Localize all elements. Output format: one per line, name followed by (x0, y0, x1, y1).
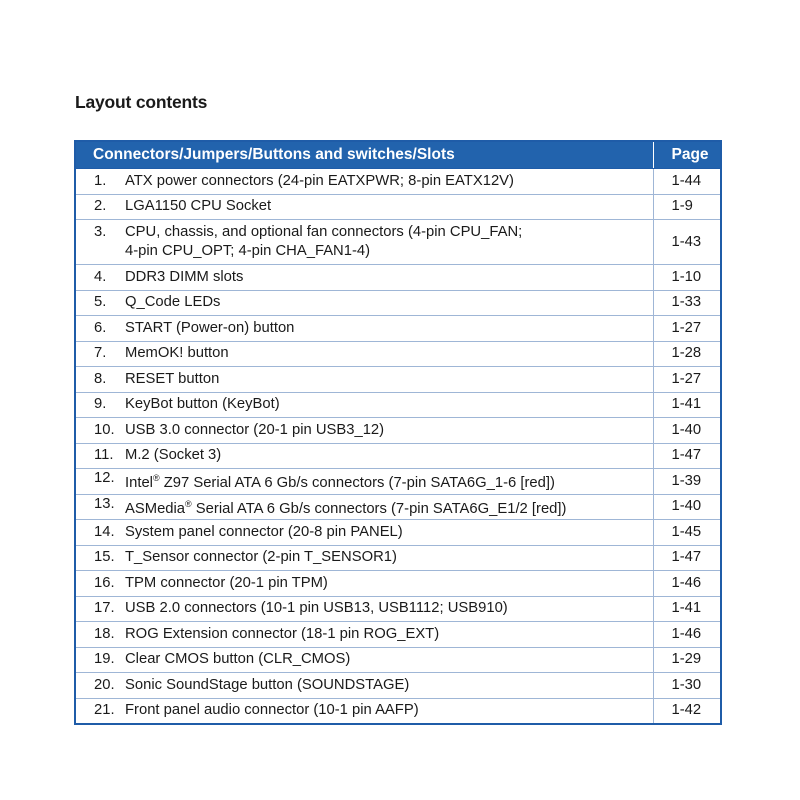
table-row (76, 596, 720, 622)
row-number: 1. (94, 172, 107, 189)
table-row (76, 698, 720, 723)
row-page: 1-40 (653, 418, 720, 444)
row-page: 1-45 (653, 520, 720, 546)
row-text: KeyBot button (KeyBot) (125, 396, 280, 413)
row-description (76, 265, 653, 291)
row-number: 17. (94, 600, 115, 617)
row-text (125, 495, 566, 519)
row-page: 1-46 (653, 571, 720, 597)
row-text (125, 469, 555, 493)
table-row (76, 367, 720, 393)
row-number: 11. (94, 447, 114, 464)
row-number: 8. (94, 370, 107, 387)
header-page: Page (653, 142, 720, 169)
table-row (76, 290, 720, 316)
row-description (76, 596, 653, 622)
row-text: RESET button (125, 370, 220, 387)
row-description (76, 341, 653, 367)
row-text: System panel connector (20-8 pin PANEL) (125, 523, 403, 540)
row-number: 10. (94, 421, 115, 438)
row-description (76, 220, 653, 265)
table-row (76, 520, 720, 546)
table-row (76, 341, 720, 367)
row-page: 1-27 (653, 316, 720, 342)
table-row (76, 194, 720, 220)
table-row (76, 220, 720, 265)
row-text: Front panel audio connector (10-1 pin AAFP) (125, 702, 419, 719)
row-number: 12. (94, 470, 115, 487)
row-number: 4. (94, 268, 107, 285)
row-text: USB 2.0 connectors (10-1 pin USB13, USB1112; USB910) (125, 600, 508, 617)
row-page: 1-47 (653, 545, 720, 571)
row-text: USB 3.0 connector (20-1 pin USB3_12) (125, 421, 385, 438)
table-header-row (76, 142, 720, 169)
row-number: 14. (94, 523, 115, 540)
row-text: START (Power-on) button (125, 319, 295, 336)
row-page: 1-30 (653, 673, 720, 699)
row-text: M.2 (Socket 3) (125, 447, 222, 464)
row-text-rest: Z97 Serial ATA 6 Gb/s connectors (7-pin SATA6G_1-6 [red]) (159, 475, 555, 492)
row-description (76, 520, 653, 546)
page-heading: Layout contents (75, 92, 208, 112)
row-number: 5. (94, 294, 107, 311)
row-text: DDR3 DIMM slots (125, 268, 244, 285)
row-page: 1-39 (653, 469, 720, 495)
row-text: T_Sensor connector (2-pin T_SENSOR1) (125, 549, 397, 566)
row-description (76, 443, 653, 469)
row-text: Sonic SoundStage button (SOUNDSTAGE) (125, 676, 410, 693)
row-page: 1-46 (653, 622, 720, 648)
table-row (76, 169, 720, 195)
row-description (76, 494, 653, 520)
layout-contents-table (74, 140, 722, 725)
row-page: 1-28 (653, 341, 720, 367)
row-number: 18. (94, 625, 115, 642)
table-row (76, 316, 720, 342)
row-page: 1-47 (653, 443, 720, 469)
row-number: 3. (94, 224, 107, 240)
table-row (76, 647, 720, 673)
row-description (76, 673, 653, 699)
row-description (76, 392, 653, 418)
table-row (76, 494, 720, 520)
registered-mark: ® (185, 498, 192, 509)
row-page: 1-42 (671, 702, 702, 719)
row-page: 1-43 (653, 220, 720, 265)
row-text-multiline (125, 223, 522, 261)
row-page: 1-9 (653, 194, 720, 220)
table-row (76, 469, 720, 495)
table-row (76, 392, 720, 418)
row-number: 15. (94, 549, 115, 566)
row-description (76, 545, 653, 571)
row-number: 19. (94, 651, 115, 668)
row-description (76, 194, 653, 220)
header-description: Connectors/Jumpers/Buttons and switches/Slots (76, 142, 653, 169)
row-description (76, 622, 653, 648)
row-description (76, 647, 653, 673)
row-page: 1-27 (653, 367, 720, 393)
table-row (76, 622, 720, 648)
table-row (76, 265, 720, 291)
row-text-rest: Serial ATA 6 Gb/s connectors (7-pin SATA6G_E1/2 [red]) (191, 500, 567, 517)
row-text: ATX power connectors (24-pin EATXPWR; 8-pin EATX12V) (125, 172, 514, 189)
row-text-line-1: CPU, chassis, and optional fan connectors (4-pin CPU_FAN; (125, 224, 523, 240)
row-text-brand: ASMedia (125, 500, 186, 517)
registered-mark: ® (152, 473, 160, 484)
row-description (76, 418, 653, 444)
table-row (76, 571, 720, 597)
row-number: 9. (94, 396, 107, 413)
row-description (76, 367, 653, 393)
row-page: 1-29 (653, 647, 720, 673)
row-page: 1-41 (653, 392, 720, 418)
row-number: 6. (94, 319, 107, 336)
row-text: Clear CMOS button (CLR_CMOS) (125, 651, 351, 668)
row-description (76, 169, 653, 195)
row-text-line-2: 4-pin CPU_OPT; 4-pin CHA_FAN1-4) (125, 243, 371, 259)
row-number: 16. (94, 574, 115, 591)
row-text: MemOK! button (125, 345, 229, 362)
row-text: Q_Code LEDs (125, 294, 221, 311)
table-row (76, 443, 720, 469)
row-text: TPM connector (20-1 pin TPM) (125, 574, 328, 591)
row-page: 1-40 (653, 494, 720, 520)
row-page: 1-33 (653, 290, 720, 316)
row-description (76, 571, 653, 597)
row-number: 20. (94, 676, 115, 693)
row-page: 1-41 (653, 596, 720, 622)
row-text-brand: Intel (125, 475, 153, 492)
row-description (76, 316, 653, 342)
row-description (76, 469, 653, 495)
table-row (76, 545, 720, 571)
row-text: ROG Extension connector (18-1 pin ROG_EXT) (125, 625, 440, 642)
row-description (76, 698, 653, 723)
row-number: 2. (94, 198, 107, 215)
row-number: 21. (94, 702, 115, 719)
table-row (76, 418, 720, 444)
row-number: 7. (94, 345, 107, 362)
table-row (76, 673, 720, 699)
row-page: 1-10 (653, 265, 720, 291)
row-text: LGA1150 CPU Socket (125, 198, 272, 215)
row-page: 1-44 (653, 169, 720, 195)
row-description (76, 290, 653, 316)
row-number: 13. (94, 495, 115, 512)
